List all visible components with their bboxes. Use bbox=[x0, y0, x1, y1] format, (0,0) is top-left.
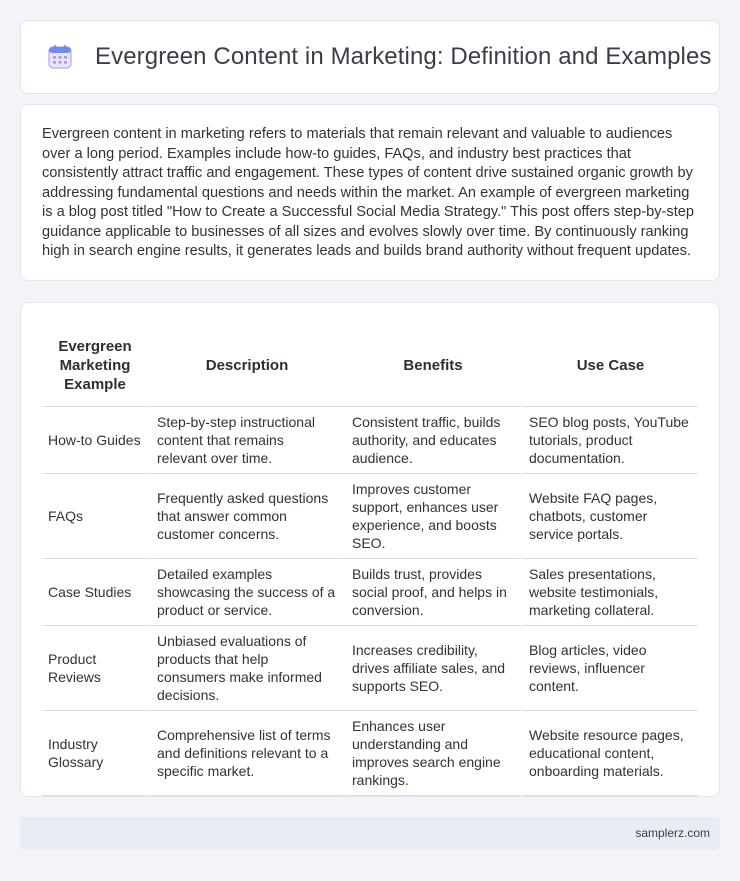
cell-benefits: Improves customer support, enhances user experience, and boosts SEO. bbox=[343, 474, 520, 559]
table-row bbox=[42, 626, 698, 711]
table-row bbox=[42, 711, 698, 796]
cell-example: Case Studies bbox=[42, 559, 148, 626]
cell-use-case: Website FAQ pages, chatbots, customer service portals. bbox=[520, 474, 698, 559]
column-header-use-case: Use Case bbox=[520, 324, 698, 407]
cell-description: Comprehensive list of terms and definitions relevant to a specific market. bbox=[148, 711, 343, 796]
cell-use-case: Sales presentations, website testimonials, marketing collateral. bbox=[520, 559, 698, 626]
cell-benefits: Builds trust, provides social proof, and helps in conversion. bbox=[343, 559, 520, 626]
column-header-example: Evergreen Marketing Example bbox=[42, 324, 148, 407]
cell-description: Step-by-step instructional content that remains relevant over time. bbox=[148, 407, 343, 474]
column-header-benefits: Benefits bbox=[343, 324, 520, 407]
table-row bbox=[42, 407, 698, 474]
table-card bbox=[20, 302, 720, 797]
column-header-description: Description bbox=[148, 324, 343, 407]
cell-description: Unbiased evaluations of products that help consumers make informed decisions. bbox=[148, 626, 343, 711]
cell-example: How-to Guides bbox=[42, 407, 148, 474]
intro-card bbox=[20, 104, 720, 281]
examples-table bbox=[42, 324, 698, 796]
cell-use-case: Blog articles, video reviews, influencer content. bbox=[520, 626, 698, 711]
cell-benefits: Increases credibility, drives affiliate sales, and supports SEO. bbox=[343, 626, 520, 711]
cell-example: Product Reviews bbox=[42, 626, 148, 711]
cell-use-case: Website resource pages, educational content, onboarding materials. bbox=[520, 711, 698, 796]
cell-description: Detailed examples showcasing the success of a product or service. bbox=[148, 559, 343, 626]
cell-benefits: Enhances user understanding and improves search engine rankings. bbox=[343, 711, 520, 796]
page-title: Evergreen Content in Marketing: Definition and Examples bbox=[95, 43, 712, 70]
intro-paragraph: Evergreen content in marketing refers to materials that remain relevant and valuable to audiences over a long period. Examples include how-to guides, FAQs, and industry best practices that consistently attract traffic and engagement. These types of content drive sustained organic growth by addressing fundamental questions and needs within the market. An example of evergreen marketing is a blog post titled "How to Create a Successful Social Media Strategy." This post offers step-by-step guidance applicable to businesses of all sizes and evolves slowly over time. By continuously ranking high in search engine results, it generates leads and builds brand authority without frequent updates. bbox=[42, 126, 694, 259]
table-row bbox=[42, 559, 698, 626]
table-row bbox=[42, 474, 698, 559]
cell-benefits: Consistent traffic, builds authority, and educates audience. bbox=[343, 407, 520, 474]
cell-use-case: SEO blog posts, YouTube tutorials, product documentation. bbox=[520, 407, 698, 474]
cell-example: Industry Glossary bbox=[42, 711, 148, 796]
calendar-icon bbox=[47, 44, 73, 70]
footer-bar bbox=[20, 817, 720, 850]
footer-site-link[interactable]: samplerz.com bbox=[635, 826, 710, 840]
cell-description: Frequently asked questions that answer common customer concerns. bbox=[148, 474, 343, 559]
table-header-row bbox=[42, 324, 698, 407]
header-card bbox=[20, 20, 720, 94]
cell-example: FAQs bbox=[42, 474, 148, 559]
